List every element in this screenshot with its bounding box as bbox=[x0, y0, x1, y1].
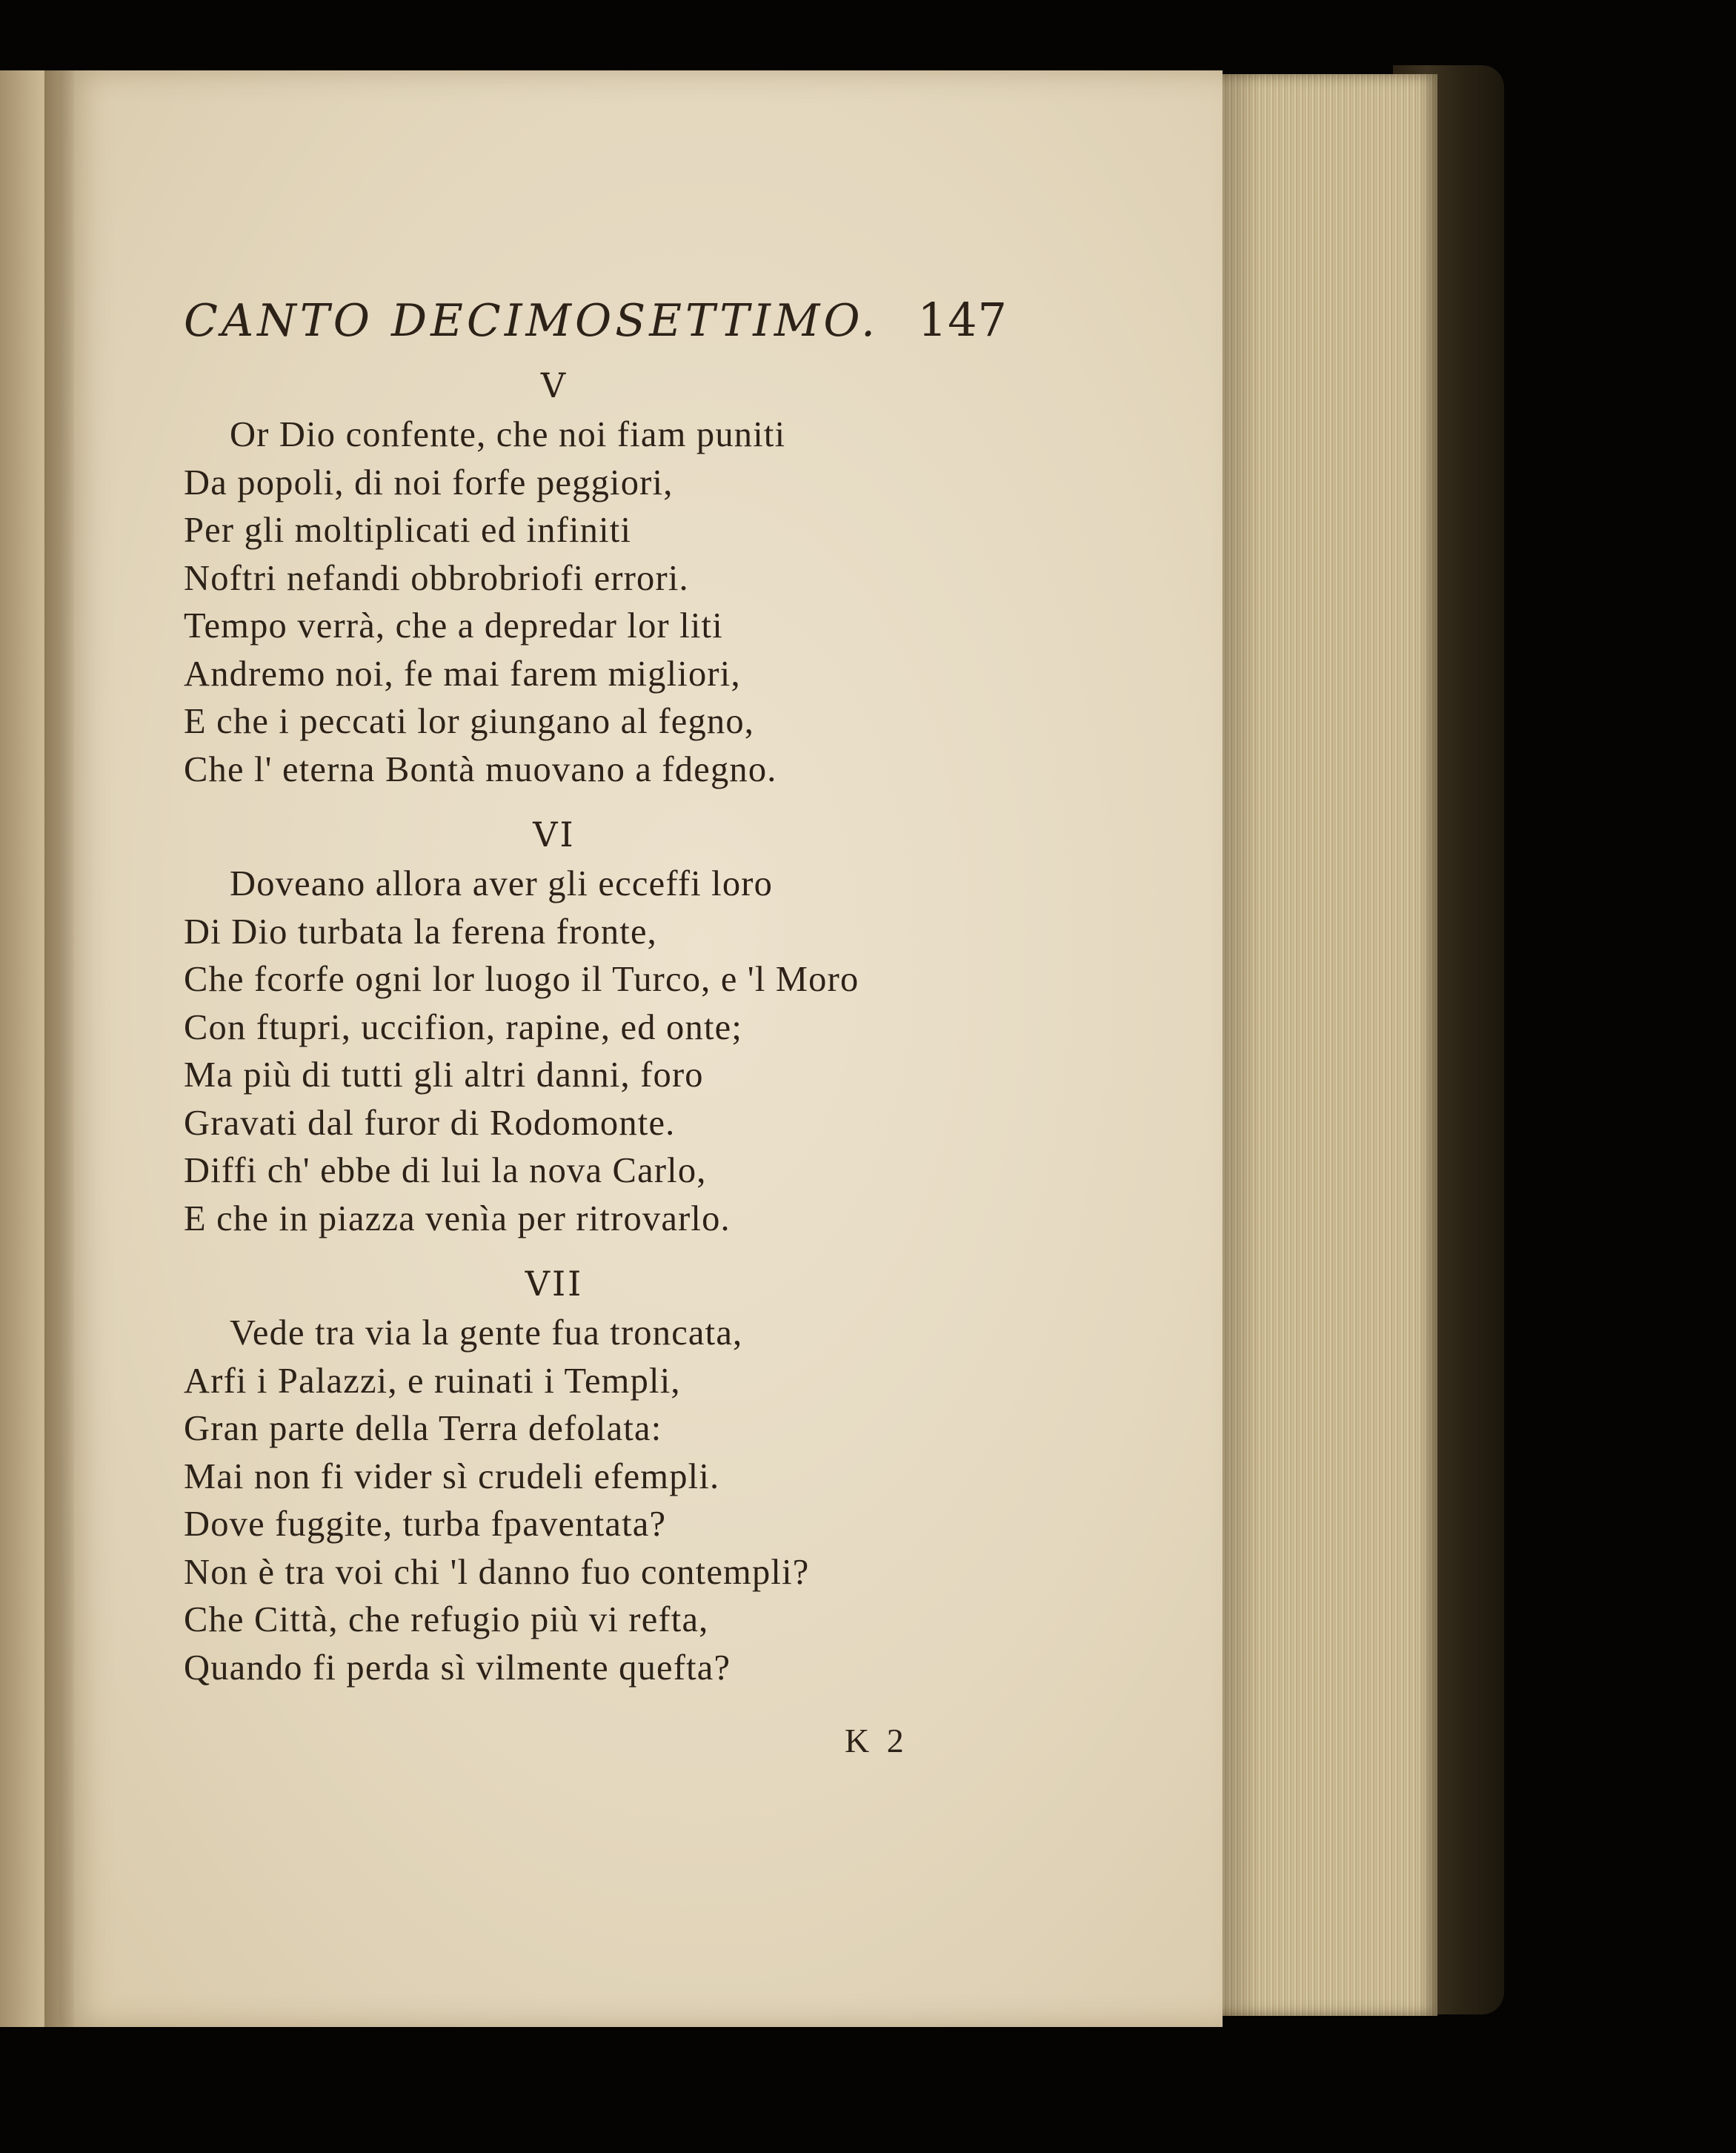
text-block bbox=[184, 293, 1014, 1707]
verse-line: Vede tra via la gente fua troncata, bbox=[230, 1313, 743, 1353]
running-title: CANTO DECIMOSETTIMO. bbox=[184, 295, 879, 347]
verse-line: E che in piazza venìa per ritrovarlo. bbox=[184, 1198, 731, 1238]
verse-line: Quando fi perda sì vilmente quefta? bbox=[184, 1648, 731, 1688]
verse-line: Arfi i Palazzi, e ruinati i Templi, bbox=[184, 1361, 681, 1401]
verse-line: Or Dio confente, che noi fiam puniti bbox=[230, 415, 786, 454]
verse-line: Tempo verrà, che a depredar lor liti bbox=[184, 606, 723, 646]
verse-line: Da popoli, di noi forfe peggiori, bbox=[184, 462, 674, 502]
stanza bbox=[184, 860, 1014, 1243]
verse-line: Con ftupri, uccifion, rapine, ed onte; bbox=[184, 1007, 743, 1047]
verse-line: Diffi ch' ebbe di lui la nova Carlo, bbox=[184, 1151, 707, 1190]
verse-line: Dove fuggite, turba fpaventata? bbox=[184, 1505, 667, 1544]
signature-mark: K 2 bbox=[845, 1722, 908, 1759]
stanza bbox=[184, 411, 1014, 794]
verse-line: Di Dio turbata la ferena fronte, bbox=[184, 912, 657, 952]
verse-line: Gravati dal furor di Rodomonte. bbox=[184, 1103, 676, 1143]
stanza-number: VII bbox=[525, 1264, 584, 1304]
verse-line: Gran parte della Terra defolata: bbox=[184, 1409, 662, 1448]
verse-line: Che Città, che refugio più vi refta, bbox=[184, 1600, 709, 1639]
running-header bbox=[184, 293, 1008, 359]
verse-line: Ma più di tutti gli altri danni, foro bbox=[184, 1055, 704, 1095]
verse-line: E che i peccati lor giungano al fegno, bbox=[184, 702, 755, 741]
verse-line: Doveano allora aver gli ecceffi loro bbox=[230, 864, 774, 903]
verse-line: Che fcorfe ogni lor luogo il Turco, e 'l Moro bbox=[184, 960, 859, 999]
gutter-shadow bbox=[44, 70, 74, 2027]
verse-line: Non è tra voi chi 'l danno fuo contempli? bbox=[184, 1552, 810, 1592]
verse-line: Noftri nefandi obbrobriofi errori. bbox=[184, 558, 689, 598]
stanza-number: V bbox=[540, 365, 568, 405]
verse-line: Mai non fi vider sì crudeli efempli. bbox=[184, 1456, 720, 1496]
verse-line: Andremo noi, fe mai farem migliori, bbox=[184, 654, 741, 694]
verse-line: Che l' eterna Bontà muovano a fdegno. bbox=[184, 749, 777, 789]
stanza bbox=[184, 1310, 1014, 1692]
verse-line: Per gli moltiplicati ed infiniti bbox=[184, 511, 632, 550]
page-number: 147 bbox=[917, 293, 1008, 347]
stanza-number: VI bbox=[533, 815, 576, 855]
